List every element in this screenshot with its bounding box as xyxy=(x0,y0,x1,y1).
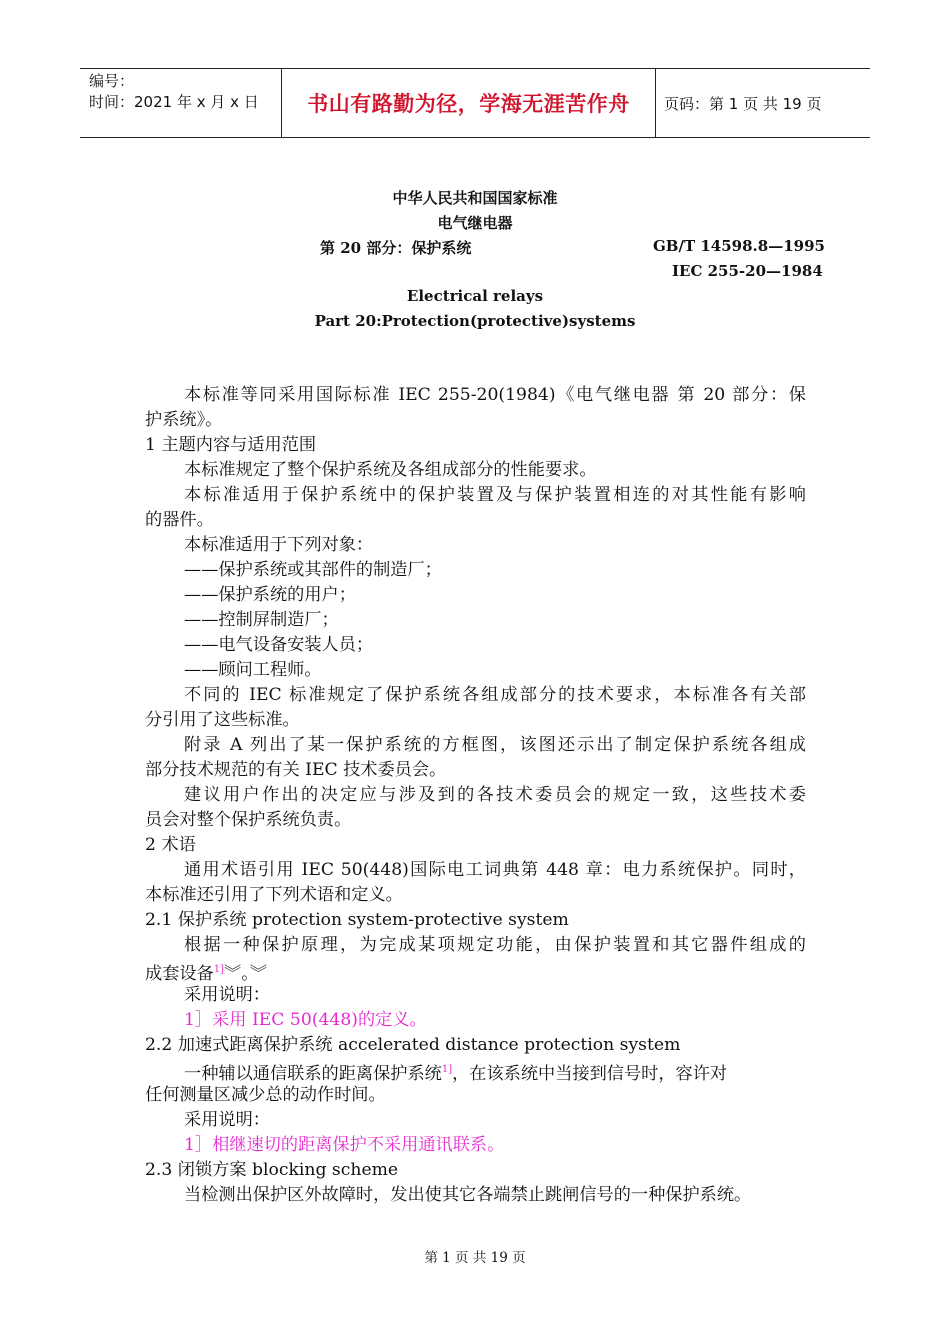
section-heading-2-3: 2.3 闭锁方案 blocking scheme xyxy=(145,1160,399,1180)
paragraph-line: 员会对整个保护系统负责。 xyxy=(145,810,352,830)
adoption-note: 1］采用 IEC 50(448)的定义。 xyxy=(184,1010,427,1030)
page-footer: 第 1 页 共 19 页 xyxy=(424,1250,526,1266)
adoption-note: 1］相继速切的距离保护不采用通讯联系。 xyxy=(184,1135,505,1155)
list-item: ——控制屏制造厂； xyxy=(184,610,339,630)
definition-tail: ，在该系统中当接到信号时，容许对 xyxy=(452,1064,728,1084)
paragraph-line: 本标准等同采用国际标准 IEC 255-20(1984)《电气继电器 第 20 部分：保 xyxy=(184,385,806,405)
header-page-info: 页码：第 1 页 共 19 页 xyxy=(664,94,822,113)
section-heading-2-2: 2.2 加速式距离保护系统 accelerated distance protection system xyxy=(145,1035,681,1055)
paragraph-line xyxy=(145,958,267,986)
english-subtitle: Part 20:Protection(protective)systems xyxy=(314,312,636,330)
footnote-ref: 1] xyxy=(441,1064,453,1075)
paragraph-line: 的器件。 xyxy=(145,510,214,530)
definition-tail: ︾。︾ xyxy=(224,964,267,984)
list-item: ——保护系统的用户； xyxy=(184,585,356,605)
paragraph-line: 任何测量区减少总的动作时间。 xyxy=(145,1085,386,1105)
paragraph-line: 本标准还引用了下列术语和定义。 xyxy=(145,885,403,905)
header-motto: 书山有路勤为径，学海无涯苦作舟 xyxy=(281,69,656,137)
paragraph-line: 建议用户作出的决定应与涉及到的各技术委员会的规定一致，这些技术委 xyxy=(184,785,806,805)
definition-text: 成套设备 xyxy=(145,964,214,984)
paragraph-line: 根据一种保护原理，为完成某项规定功能，由保护装置和其它器件组成的 xyxy=(184,935,806,955)
paragraph-line: 本标准适用于保护系统中的保护装置及与保护装置相连的对其性能有影响 xyxy=(184,485,806,505)
english-title: Electrical relays xyxy=(406,287,544,305)
list-item: ——保护系统或其部件的制造厂； xyxy=(184,560,442,580)
note-label: 采用说明： xyxy=(184,1110,270,1130)
standard-subject: 电气继电器 xyxy=(437,214,513,232)
paragraph-line: 附录 A 列出了某一保护系统的方框图，该图还示出了制定保护系统各组成 xyxy=(184,735,806,755)
standard-part: 第 20 部分：保护系统 xyxy=(320,239,472,257)
document-time: 时间：2021 年 x 月 x 日 xyxy=(89,93,259,111)
list-item: ——电气设备安装人员； xyxy=(184,635,374,655)
paragraph-line: 不同的 IEC 标准规定了保护系统各组成部分的技术要求，本标准各有关部 xyxy=(184,685,806,705)
note-label: 采用说明： xyxy=(184,985,270,1005)
document-number-label: 编号： xyxy=(89,72,135,90)
paragraph-line: 护系统》。 xyxy=(145,410,223,430)
section-heading-2-1: 2.1 保护系统 protection system-protective system xyxy=(145,910,569,930)
header-meta-cell xyxy=(80,69,281,137)
header-table xyxy=(80,68,870,138)
list-item: ——顾问工程师。 xyxy=(184,660,322,680)
section-heading-2: 2 术语 xyxy=(145,835,196,855)
paragraph-line: 当检测出保护区外故障时，发出使其它各端禁止跳闸信号的一种保护系统。 xyxy=(184,1185,752,1205)
footnote-ref: 1] xyxy=(213,964,225,975)
gb-code: GB/T 14598.8—1995 xyxy=(653,237,825,255)
section-heading-1: 1 主题内容与适用范围 xyxy=(145,435,317,455)
paragraph-line: 分引用了这些标准。 xyxy=(145,710,300,730)
iec-code: IEC 255-20—1984 xyxy=(672,262,823,280)
paragraph-line xyxy=(184,1058,727,1086)
paragraph-line: 部分技术规范的有关 IEC 技术委员会。 xyxy=(145,760,447,780)
paragraph-line: 本标准规定了整个保护系统及各组成部分的性能要求。 xyxy=(184,460,597,480)
standard-title: 中华人民共和国国家标准 xyxy=(392,189,558,207)
definition-text: 一种辅以通信联系的距离保护系统 xyxy=(184,1064,442,1084)
paragraph-line: 通用术语引用 IEC 50(448)国际电工词典第 448 章：电力系统保护。同时， xyxy=(184,860,806,880)
paragraph-line: 本标准适用于下列对象： xyxy=(184,535,374,555)
